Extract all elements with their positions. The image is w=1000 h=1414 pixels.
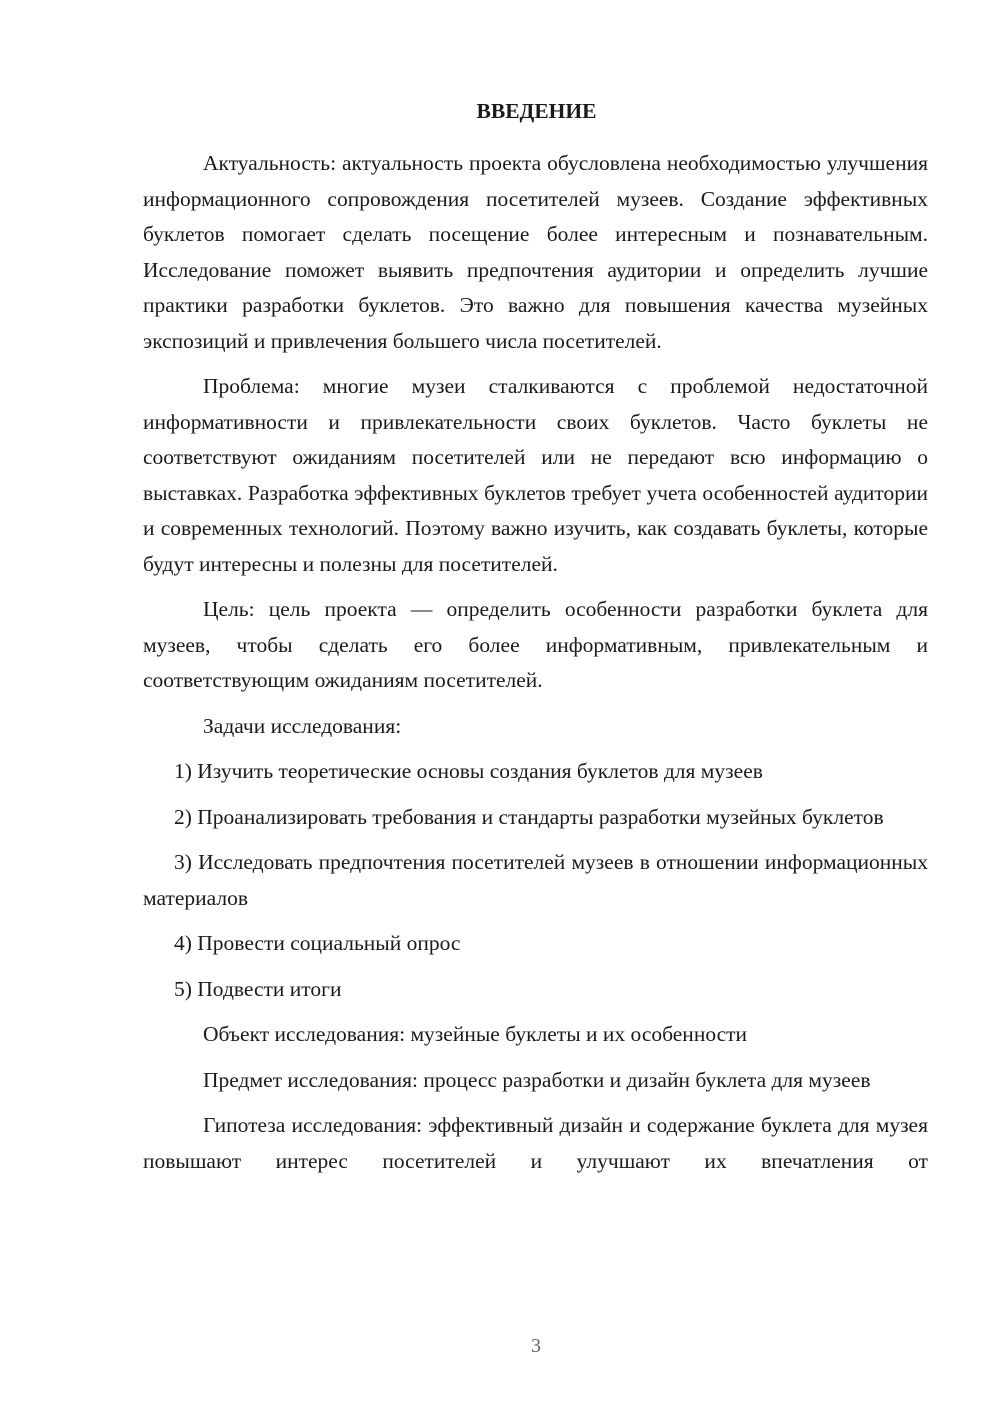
paragraph-goal: Цель: цель проекта — определить особенности разработки буклета для музеев, чтобы сделать его более информативным, привлекательным и соответствующим ожиданиям посетителей. (143, 597, 928, 692)
paragraph-object: Объект исследования: музейные буклеты и их особенности (203, 1022, 748, 1046)
page-content (143, 98, 928, 1179)
page-title: ВВЕДЕНИЕ (476, 99, 597, 123)
task-item: 5) Подвести итоги (174, 976, 342, 1001)
paragraph-relevance: Актуальность: актуальность проекта обусловлена необходимостью улучшения информационного сопровождения посетителей музеев. Создание эффективных буклетов помогает сделать посещение более интересным и познавательным. Исследование поможет выявить предпочтения аудитории и определить лучшие практики разработки буклетов. Это важно для повышения качества музейных экспозиций и привлечения большего числа посетителей. (143, 151, 928, 353)
tasks-heading: Задачи исследования: (203, 713, 402, 738)
paragraph-problem: Проблема: многие музеи сталкиваются с проблемой недостаточной информативности и привлекательности своих буклетов. Часто буклеты не соответствуют ожиданиям посетителей или не передают всю информацию о выставках. Разработка эффективных буклетов требует учета особенностей аудитории и современных технологий. Поэтому важно изучить, как создавать буклеты, которые будут интересны и полезны для посетителей. (143, 374, 928, 576)
paragraph-hypothesis: Гипотеза исследования: эффективный дизайн и содержание буклета для музея повышают интерес посетителей и улучшают их впечатления от (143, 1113, 928, 1173)
task-item: 3) Исследовать предпочтения посетителей музеев в отношении информационных материалов (143, 850, 928, 910)
paragraph-subject: Предмет исследования: процесс разработки и дизайн буклета для музеев (203, 1067, 871, 1092)
task-item: 1) Изучить теоретические основы создания буклетов для музеев (174, 759, 763, 783)
task-item: 4) Провести социальный опрос (174, 931, 461, 955)
task-item: 2) Проанализировать требования и стандарты разработки музейных буклетов (174, 804, 884, 829)
page-number: 3 (531, 1335, 541, 1357)
